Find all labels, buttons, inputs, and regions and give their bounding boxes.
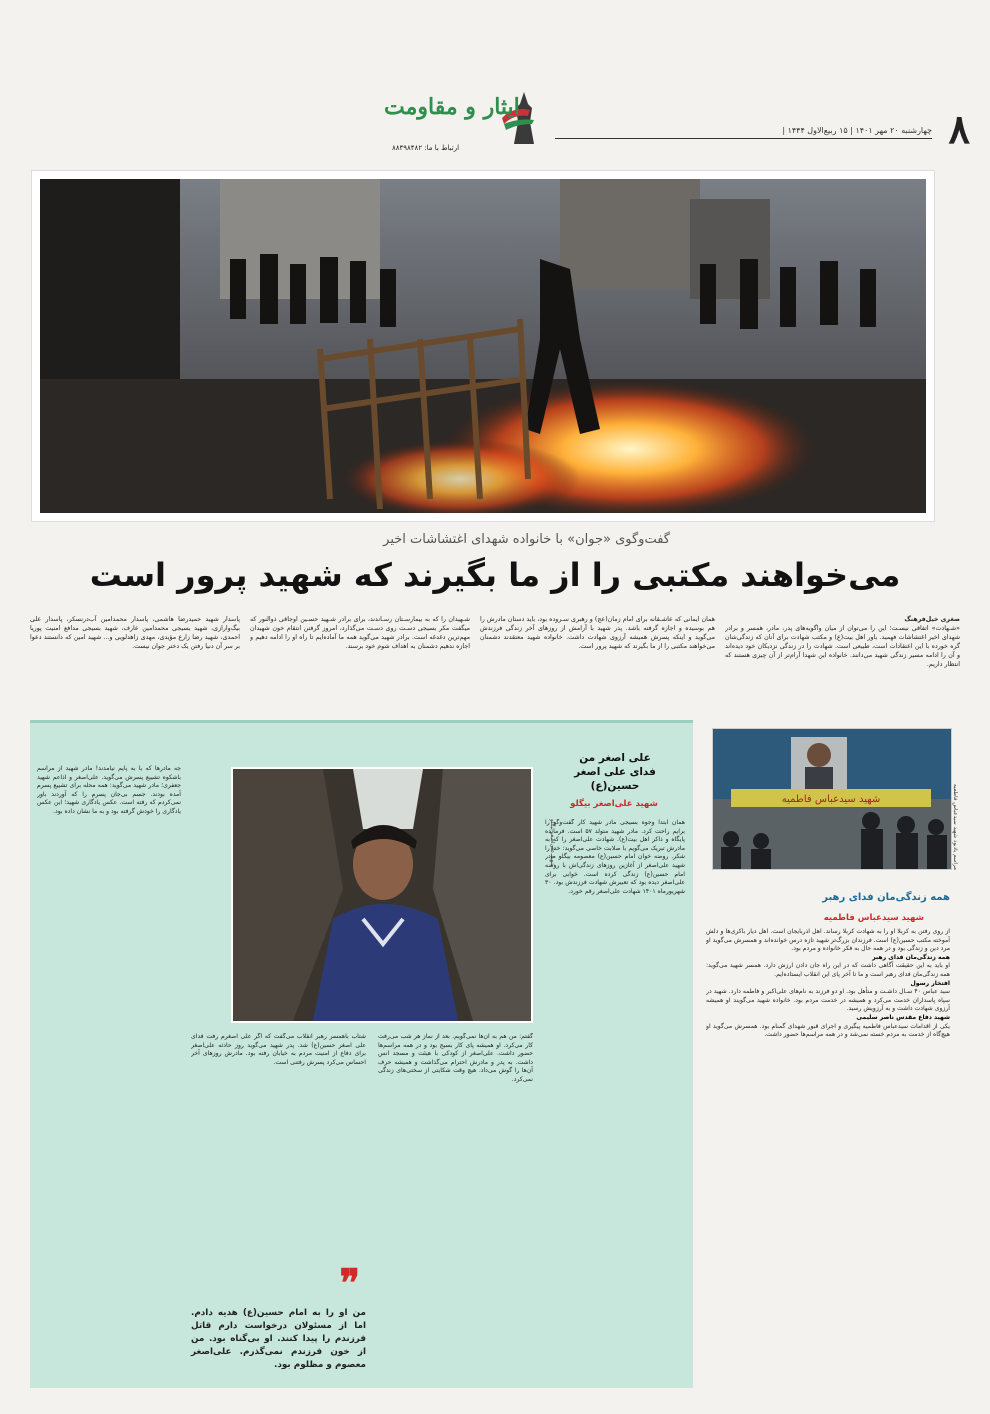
subheading: شهید دفاع مقدس ناصر سلیمی [856, 1013, 950, 1021]
feature-box [30, 720, 693, 1388]
memorial-photo [712, 728, 952, 870]
sidebar-subtitle: شهید سیدعباس فاطمیه [823, 913, 924, 923]
quote-text: من او را به امام حسین(ع) هدیه دادم. اما از مسئولان درخواست دارم قاتل فرزندم را پیدا کنند. او بی‌گناه بود. من از خون فرزندم نمی‌گذرم. علی‌اصغر معصوم و مظلوم بود. [191, 1308, 366, 1370]
paragraph: سید عباس ۴۰ سـال داشـت و متأهل بود. او دو فرزند به نام‌های علی‌اکبر و فاطمه دارد. شهید در سپاه پاسداران خدمت می‌کرد و همیشه در خدمت مردم بود. خانواده شهید می‌گویند او همیشه آرزوی شهادت داشت و به آرزویش رسید. [706, 988, 950, 1013]
brand-title: ایثار و مقاومت [384, 94, 520, 120]
sidebar-title: همه زندگی‌مان فدای رهبر [822, 892, 950, 903]
box-column-middle [378, 1033, 533, 1383]
article-column-1 [725, 615, 960, 695]
column-text: پاسدار شهید حمیدرضا هاشمی، پاسدار محمدامین آب‌درنسکر، پاسدار علی بیگ‌وارازی، شهید بسیجی محمدامین عارف، شهید بسیجی مدافع امنیت پوریا احمدی، شهید رضا زارع مؤیدی، مهدی زاهدلویی و... شهید امین که دانستند دعوا بر سر آن دنیا رفتن یک دختر جوان نیست. [30, 616, 240, 650]
sidebar-body [706, 928, 950, 1383]
paragraph: او باید به این حقیقت آگاهی داشت که در این راه جان دادن ارزش دارد. همسر شهید می‌گوید: همه زندگی‌مان فدای رهبر است و ما تا آخر پای این انقلاب ایستاده‌ایم. [706, 962, 950, 978]
lead-photo [31, 170, 935, 522]
article-kicker: گفت‌وگوی «جوان» با خانواده شهدای اغتشاشات اخیر [383, 532, 670, 547]
paragraph: گفتم: من هم به آن‌ها نمی‌گویم. بعد از نماز هر شب می‌رفت کار می‌کرد. او همیشه پای کار بسیج بود و در همه مراسم‌ها حضور داشت. علی‌اصغر از کودکی با هیئت و مسجد انس داشت. به پدر و مادرش احترام می‌گذاشت و همیشه حرف آن‌ها را گوش می‌داد. هیچ وقت شکایتی از سختی‌های زندگی نمی‌کرد. [378, 1033, 533, 1083]
article-column-2 [480, 615, 715, 695]
brand-contact: ارتباط با ما: ۸۸۴۹۸۴۸۲ [392, 144, 460, 152]
header-rule [555, 138, 932, 139]
author-name: صغری خیل‌فرهنگ [904, 616, 960, 623]
portrait-photo [233, 769, 531, 1021]
quote-mark-icon: ❞ [339, 1260, 360, 1305]
article-headline: می‌خواهند مکتبی را از ما بگیرند که شهید پرور است [89, 556, 901, 594]
street-fire-photo [40, 179, 926, 513]
pull-quote [191, 1260, 366, 1383]
sidebar-story [702, 720, 958, 1385]
memorial-scene [712, 729, 951, 870]
banner-text: شهید سیدعباس فاطمیه [781, 794, 881, 805]
box-column-right [545, 819, 685, 1414]
portrait-caption: شهید علی‌اصغر بیگلو [549, 819, 555, 867]
column-text: شـهیدان را که به بیمارسـتان رسـاندند، برای برادر شـهید حسـین اوجاقی ذوالنور که میگفت مکر بسیجی دسـت روی دسـت می‌گذارد، امروز گرفتن انتقام خون شهیدان مهم‌ترین دغدغه است. برادر شهید می‌گوید همه ما آماده‌ایم تا راه او را ادامه دهیم و اجازه ندهیم دشمنان به اهداف شوم خود برسند. [250, 616, 470, 650]
dateline: چهارشنبه ۲۰ مهر ۱۴۰۱ | ۱۵ ربیع‌الاول ۱۴۴۴ | [782, 126, 932, 135]
article-column-3 [250, 615, 470, 695]
box-column-left [191, 1033, 366, 1263]
box-column-far-left [37, 765, 181, 1383]
photo-caption: مراسم یادبود شهید سیدعباس فاطمیه [952, 784, 958, 870]
paragraph: از روی رفتن به کربلا او را به شهادت کربلا رساند. اهل آذربایجان است. اهل دیار باکری‌ها و دلش آموخته مکتب حسین(ع) است. فرزندان بزرگ‌تر شهید تازه درس خوانده‌اند و همسرش می‌گوید او مرد دین و زندگی بود و در همه حال به فکر خانواده و مردم بود. [706, 928, 950, 953]
column-text: «شـهادت» اتفاقی نیسـت؛ این را می‌توان از میان واگویه‌های پدر، مادر، همسر و برادر شهدای اخیر اغتشاشات فهمید. باور اهل بیت(ع) و مکتب شهادت برای آنان که زندگی‌شان گره خورده با این اعتقادات است، طبیعی است. شهادت را در زندگی نزدیکان خود دیده‌اند و آن را ادامه مسیر زندگی شهید می‌دانند. خانواده این شهدا آرام‌تر از آن چیزی هستند که انتظار داریم. [725, 625, 960, 668]
subheading: همه زندگی‌مان فدای رهبر [872, 953, 950, 961]
article-column-4 [30, 615, 240, 695]
paragraph: جه مادرها که با به پایم نیامدند! مادر شهید از مراسم باشکوه تشییع پسرش می‌گوید. علی‌اصغر و اذاعم شهید جعفری؛ مادر شهید می‌گوید: همه محله برای تشییع پسرم آمده بودند. جسم بی‌جان پسرم را که آوردند باور نمی‌کردم که رفته است. عکس یادگاری شهید؛ این عکس یادگاری را خودش گرفته بود و به ما نشان داده بود. [37, 765, 181, 815]
box-subtitle: شهید علی‌اصغر بیگلو [570, 799, 658, 809]
paragraph: همان ابتدا وجوه بسیجی مادر شهید کار گفت‌وگو را برایم راحت کرد. مادر شهید متولد ۵۷ است. فرمانده پایگاه و ذاکر اهل بیت(ع). شهادت علی‌اصغر را که به مادرش تبریک می‌گویم با صلابت خاصی می‌گوید: خدا را شکر. روضه خوان امام حسین(ع) معصومه بیگلو مادر شهید علی‌اصغر از آغازین روزهای زندگی‌اش با روضه امام حسین(ع) زندگی کرده است. خوابی برای علی‌اصغر دیده بود که تعبیرش شهادت فرزندش بود. ۳۰ شهریورماه ۱۴۰۱ شهادت علی‌اصغر رقم خورد. [545, 819, 685, 895]
page-number: ۸ [948, 106, 970, 153]
column-text: همان ایمانی که عاشـقانه برای امام زمان(عج) و رهبری سـروده بود، باید دستان مادرش را هم بوسیده و اجازه گرفته باشد. پدر شهید با آرامش از روزهای آخر زندگی فرزندش می‌گوید و اینکه پسرش همیشه آرزوی شهادت داشت. خانواده شهید معتقدند دشمنان می‌خواهند مکتبی را از ما بگیرند که شهید پرور است. [480, 616, 715, 650]
subheading: افتخار رسول [910, 979, 950, 987]
paragraph: شتاب باهمسر رهبر انقلاب می‌گفت که اگر علی اصغرم رفت فدای علی اصغر حسین(ع) شد. پدر شهید می‌گوید روز حادثه علی‌اصغر برای دفاع از امنیت مردم به خیابان رفته بود. مادرش روزهای آخر احساس می‌کرد پسرش رفتنی است. [191, 1033, 366, 1066]
page-header [0, 80, 990, 160]
martyr-portrait [231, 767, 533, 1023]
box-title: علی اصغر من فدای علی اصغر حسین(ع) [574, 752, 656, 792]
section-logo [384, 88, 554, 162]
paragraph: یکی از اقدامات سیدعباس فاطمیه پیگیری و اجرای قبور شهدای گمنام بود. همسرش می‌گوید او هیچ‌گاه از خدمت به مردم خسته نمی‌شد و در همه مراسم‌ها حضور داشت. [706, 1022, 950, 1039]
